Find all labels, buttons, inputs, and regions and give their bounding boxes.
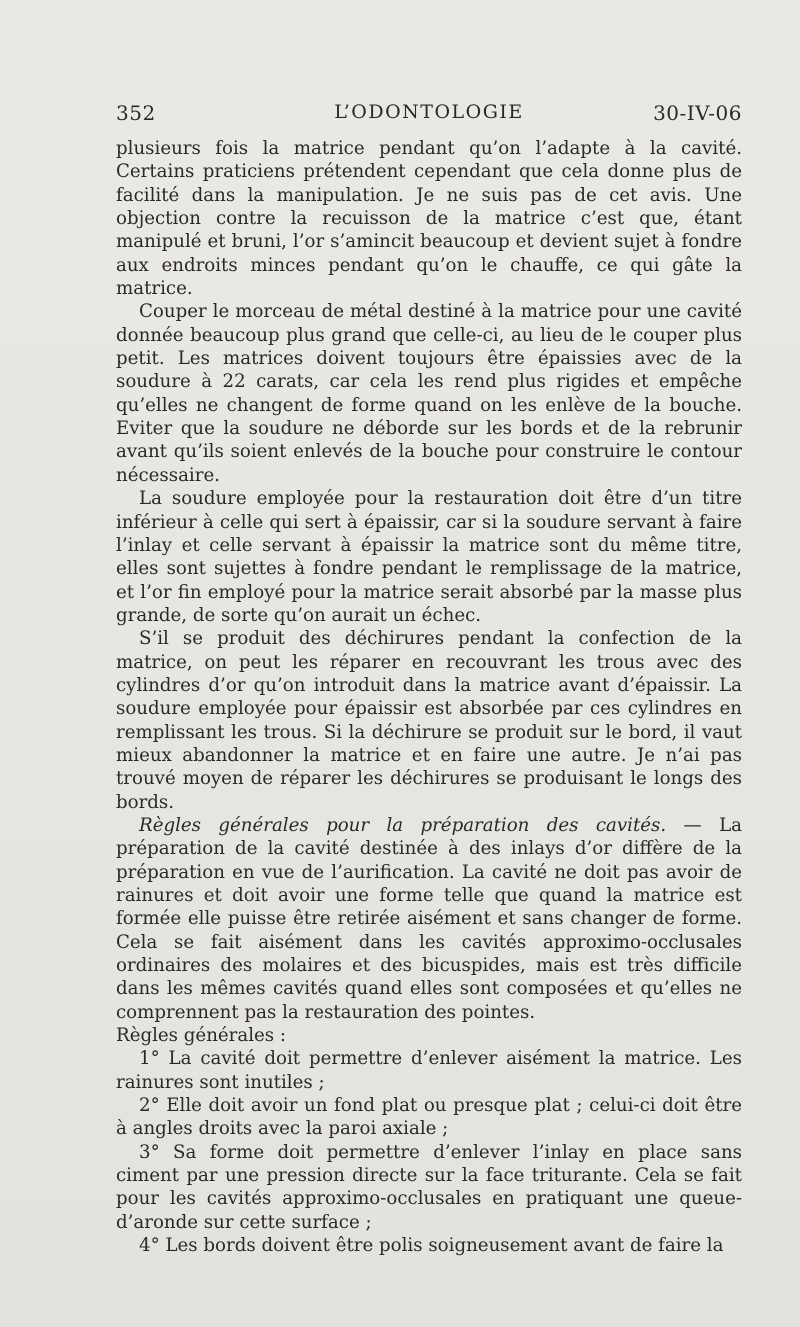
body-text [116,137,742,1258]
rule-3: 3° Sa forme doit permettre d’enlever l’inlay en place sans ciment par une pression directe sur la face triturante. Cela se fait pour les cavités approximo-occlusales en pratiquant une queue-d’aronde sur cette surface ; [116,1141,742,1233]
issue-date: 30-IV-06 [653,101,742,125]
paragraph-1: plusieurs fois la matrice pendant qu’on l’adapte à la cavité. Certains praticiens prétendent cependant que cela donne plus de facilité dans la manipulation. Je ne suis pas de cet avis. Une objection contre la recuisson de la matrice c’est que, étant manipulé et bruni, l’or s’amincit beaucoup et devient sujet à fondre aux endroits minces pendant qu’on le chauffe, ce qui gâte la matrice. [116,138,742,300]
rules-label: Règles générales : [116,1025,287,1047]
journal-title: L’ODONTOLOGIE [334,101,524,123]
rule-1: 1° La cavité doit permettre d’enlever aisément la matrice. Les rainures sont inutiles ; [116,1048,742,1093]
section-heading: Règles générales pour la préparation des cavités. [139,814,667,836]
paragraph-4: S’il se produit des déchirures pendant la confection de la matrice, on peut les réparer en recouvrant les trous avec des cylindres d’or qu’on introduit dans la matrice avant d’épaissir. La soudure employée pour épaissir est absorbée par ces cylindres en remplissant les trous. Si la déchirure se produit sur le bord, il vaut mieux abandonner la matrice et en faire une autre. Je n’ai pas trouvé moyen de réparer les déchirures se produisant le longs des bords. [116,628,742,813]
page-number: 352 [116,101,156,125]
paragraph-5-text: — La préparation de la cavité destinée à des inlays d’or diffère de la préparation en vue de l’aurification. La cavité ne doit pas avoir de rainures et doit avoir une forme telle que quand la matrice est formée elle puisse être retirée aisément et sans changer de forme. Cela se fait aisément dans les cavités approximo-occlusales ordinaires des molaires et des bicuspides, mais est très difficile dans les mêmes cavités quand elles sont composées et qu’elles ne comprennent pas la restauration des pointes. [116,814,743,1023]
rule-2: 2° Elle doit avoir un fond plat ou presque plat ; celui-ci doit être à angles droits avec la paroi axiale ; [116,1095,742,1140]
paragraph-2: Couper le morceau de métal destiné à la matrice pour une cavité donnée beaucoup plus grand que celle-ci, au lieu de le couper plus petit. Les matrices doivent toujours être épaissies avec de la soudure à 22 carats, car cela les rend plus rigides et empêche qu’elles ne changent de forme quand on les enlève de la bouche. Eviter que la soudure ne déborde sur les bords et de la rebrunir avant qu’ils soient enlevés de la bouche pour construire le contour nécessaire. [116,301,742,486]
paragraph-3: La soudure employée pour la restauration doit être d’un titre inférieur à celle qui sert à épaissir, car si la soudure servant à faire l’inlay et celle servant à épaissir la matrice sont du même titre, elles sont sujettes à fondre pendant le remplissage de la matrice, et l’or fin employé pour la matrice serait absorbé par la masse plus grande, de sorte qu’on aurait un échec. [116,488,742,626]
running-header [116,101,742,131]
rule-4: 4° Les bords doivent être polis soigneusement avant de faire la [139,1235,724,1257]
paragraph-5 [116,814,742,1024]
